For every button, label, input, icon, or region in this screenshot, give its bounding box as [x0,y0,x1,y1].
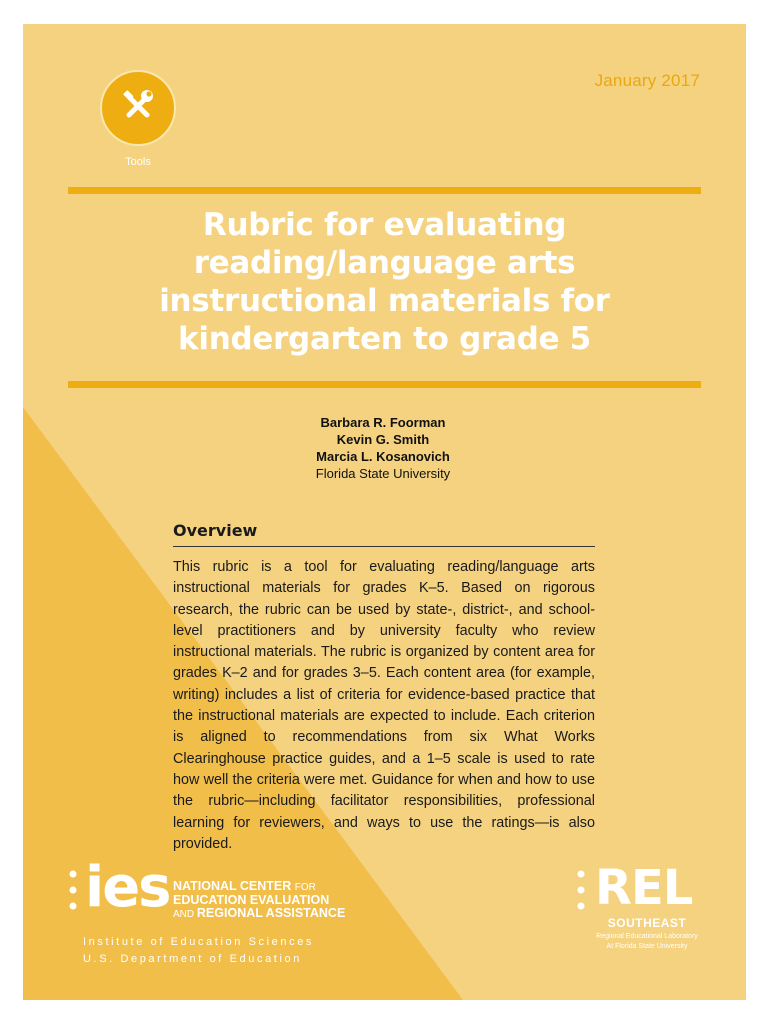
title-line: Rubric for evaluating [202,207,567,243]
publication-date: January 2017 [594,71,700,90]
author-name: Kevin G. Smith [336,432,430,447]
rel-subtitle [595,932,699,952]
author-name: Marcia L. Kosanovich [316,449,450,464]
rel-region: SOUTHEAST [607,916,687,930]
ies-wordmark: ies [85,855,170,920]
tools-label: Tools [125,156,151,168]
rel-logo [571,858,711,978]
rel-dots-icon [574,860,588,920]
ies-center-small: AND [173,909,197,920]
author-list [223,414,543,482]
ies-department-line: U.S. Department of Education [83,953,302,965]
author-name: Barbara R. Foorman [320,415,446,430]
ies-logo [63,856,363,966]
title-rule-bottom [68,381,701,388]
report-title [68,206,701,358]
rel-wordmark: REL [595,860,693,916]
author-affiliation: Florida State University [315,466,451,481]
title-line: reading/language arts [193,245,576,281]
title-rule-top [68,187,701,194]
ies-center-line: REGIONAL ASSISTANCE [196,906,346,920]
overview-text: This rubric is a tool for evaluating reading/language arts instructional materials for grades K–5. Based on rigorous research, the rubric can be used by state-, district-, and school-level practitioners and by university faculty who review instructional materials. The rubric is organized by content area for grades K–2 and for grades 3–5. Each content area (for example, writing) includes a list of criteria for evidence-based practice that the instructional materials are expected to include. Each criterion is aligned to recommendations from six What Works Clearinghouse practice guides, and a 1–5 scale is used to rate how well the criteria were met. Guidance for when and how to use the rubric—including facilitator responsibilities, professional learning for reviewers, and ways to use the ratings—is also provided. [173,559,595,852]
tools-badge [100,70,176,146]
ies-center-line: EDUCATION EVALUATION [173,893,330,907]
ies-dots-icon [66,860,80,920]
ies-center-small: FOR [294,882,316,893]
tools-icon [116,84,160,133]
report-cover [23,24,746,1000]
ies-institute-line: Institute of Education Sciences [83,936,315,948]
ies-center-line: NATIONAL CENTER [173,879,295,893]
rel-sub-line: Regional Educational Laboratory [596,933,698,940]
rel-sub-line: At Florida State University [606,943,688,950]
ies-center-name [173,880,373,921]
ies-institute [83,934,314,968]
title-line: instructional materials for [159,283,610,319]
title-line: kindergarten to grade 5 [178,321,591,357]
overview-heading: Overview [173,521,595,547]
